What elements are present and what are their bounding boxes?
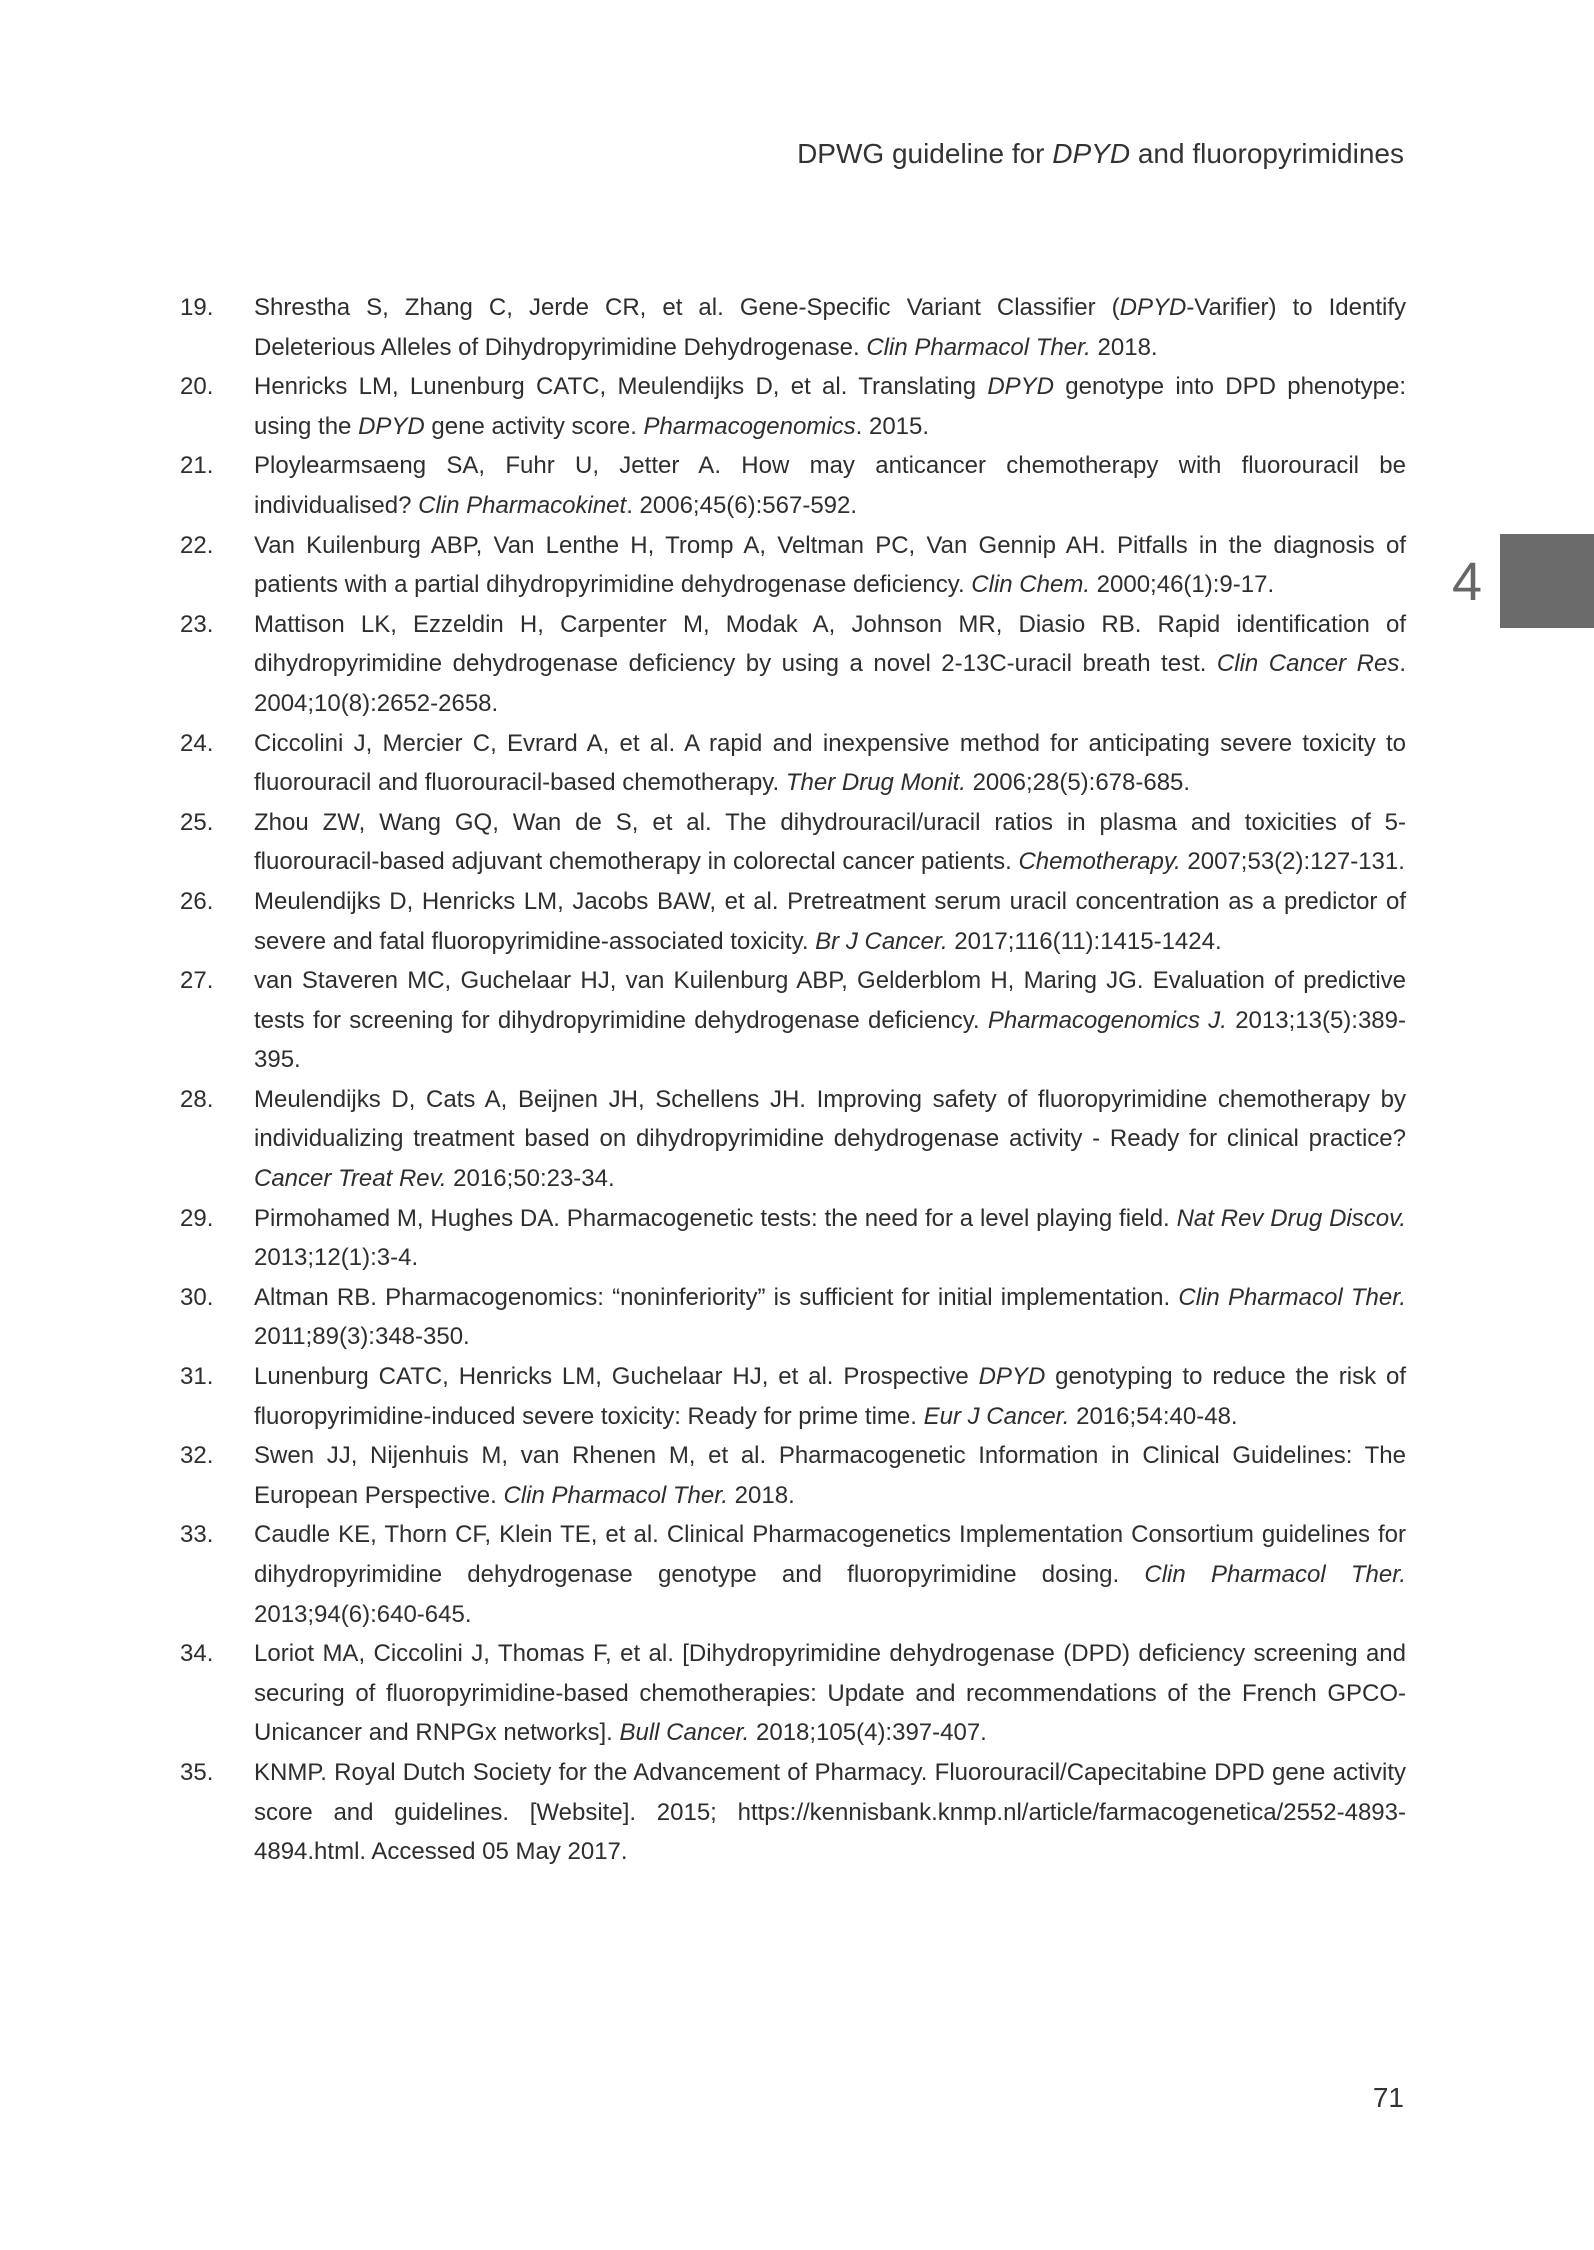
reference-item [180,1278,1406,1357]
reference-number: 21. [180,452,214,480]
reference-italic-segment: DPYD [358,412,425,440]
reference-segment: Henricks LM, Lunenburg CATC, Meulendijks D, et al. Translating [254,373,988,401]
reference-segment: 2007;53(2):127-131. [1180,848,1405,876]
reference-number: 25. [180,808,214,836]
reference-item [180,288,1406,367]
reference-number: 32. [180,1442,214,1470]
reference-item [180,1436,1406,1515]
reference-segment: 2000;46(1):9-17. [1090,571,1275,599]
reference-segment: 2016;54:40-48. [1069,1402,1238,1430]
reference-segment: 2011;89(3):348-350. [254,1323,470,1351]
reference-number: 34. [180,1640,214,1668]
reference-item [180,961,1406,1080]
reference-number: 24. [180,729,214,757]
reference-number: 30. [180,1283,214,1311]
reference-segment: genotype into DPD phenotype: using the [254,373,1407,440]
reference-italic-segment: Bull Cancer. [619,1719,750,1747]
running-header-text: DPWG guideline for [797,138,1053,169]
reference-item [180,1199,1406,1278]
reference-italic-segment: Clin Chem. [971,571,1090,599]
reference-number: 22. [180,531,214,559]
reference-italic-segment: DPYD [978,1363,1046,1391]
reference-number: 28. [180,1085,214,1113]
reference-item [180,446,1406,525]
reference-segment: Meulendijks D, Cats A, Beijnen JH, Schellens JH. Improving safety of fluoropyrimidine chemotherapy by individualizing treatment based on dihydropyrimidine dehydrogenase activity - Ready for clinical practice? [254,1085,1406,1153]
reference-number: 29. [180,1204,214,1232]
reference-text [254,1759,1406,1865]
reference-segment: Ciccolini J, Mercier C, Evrard A, et al. A rapid and inexpensive method for anticipating severe toxicity to fluorouracil and fluorouracil-based chemotherapy. [254,729,1406,797]
reference-text [254,1284,1406,1351]
reference-segment: 2017;116(11):1415-1424. [947,927,1222,955]
running-header-gene: DPYD [1052,138,1131,169]
reference-text [254,294,1406,361]
reference-italic-segment: Chemotherapy. [1018,848,1181,876]
reference-text [254,967,1406,1073]
reference-italic-segment: Clin Pharmacol Ther. [503,1481,729,1509]
reference-item [180,724,1406,803]
reference-italic-segment: Nat Rev Drug Discov. [1176,1204,1406,1232]
reference-segment: Loriot MA, Ciccolini J, Thomas F, et al. [Dihydropyrimidine dehydrogenase (DPD) deficiency screening and securing of fluoropyrimidine-based chemotherapies: Update and recommendations of the French GPCO-Unicancer and RNPGx networks]. [254,1640,1406,1747]
reference-number: 35. [180,1758,214,1786]
reference-segment: Pirmohamed M, Hughes DA. Pharmacogenetic tests: the need for a level playing field. [254,1204,1177,1232]
reference-italic-segment: DPYD [987,373,1055,401]
reference-italic-segment: Clin Pharmacol Ther. [1144,1561,1406,1588]
reference-item [180,1634,1406,1753]
reference-segment: gene activity score. [424,412,644,440]
reference-segment: Zhou ZW, Wang GQ, Wan de S, et al. The dihydrouracil/uracil ratios in plasma and toxicities of 5-fluorouracil-based adjuvant chemotherapy in colorectal cancer patients. [254,808,1406,876]
reference-segment: Mattison LK, Ezzeldin H, Carpenter M, Modak A, Johnson MR, Diasio RB. Rapid identification of dihydropyrimidine dehydrogenase deficiency by using a novel 2-13C-uracil breath test. [254,610,1406,678]
reference-segment: 2013;12(1):3-4. [254,1244,419,1272]
reference-segment: -Varifier) to Identify Deleterious Alleles of Dihydropyrimidine Dehydrogenase. [254,294,1407,361]
reference-item [180,1753,1406,1872]
reference-segment: Lunenburg CATC, Henricks LM, Guchelaar HJ, et al. Prospective [254,1363,979,1391]
reference-text [254,730,1406,797]
reference-segment: 2016;50:23-34. [446,1165,615,1193]
reference-number: 20. [180,373,214,401]
reference-segment: genotyping to reduce the risk of fluoropyrimidine-induced severe toxicity: Ready for prime time. [254,1363,1406,1430]
reference-list [180,288,1406,1872]
reference-text [254,1363,1406,1430]
reference-segment: Altman RB. Pharmacogenomics: “noninferiority” is sufficient for initial implementation. [254,1283,1179,1311]
reference-segment: Shrestha S, Zhang C, Jerde CR, et al. Gene-Specific Variant Classifier ( [254,294,1120,321]
running-header [797,136,1404,172]
reference-text [254,373,1406,440]
reference-item [180,367,1406,446]
reference-italic-segment: Clin Pharmacol Ther. [866,333,1091,361]
reference-segment: 2018;105(4):397-407. [749,1719,987,1747]
reference-italic-segment: Pharmacogenomics [643,412,856,440]
reference-text [254,611,1406,717]
reference-number: 26. [180,887,214,915]
reference-segment: Swen JJ, Nijenhuis M, van Rhenen M, et al. Pharmacogenetic Information in Clinical Guidelines: The European Perspective. [254,1442,1406,1509]
reference-number: 23. [180,610,214,638]
reference-number: 19. [180,294,214,321]
reference-number: 33. [180,1521,214,1549]
chapter-tab [1500,534,1594,628]
reference-text [254,1205,1406,1272]
reference-segment: 2013;13(5):389-395. [254,1006,1406,1074]
reference-italic-segment: DPYD [1119,294,1187,321]
reference-italic-segment: Eur J Cancer. [923,1402,1070,1430]
reference-segment: . 2004;10(8):2652-2658. [254,650,1406,717]
reference-italic-segment: Clin Cancer Res [1216,650,1400,678]
reference-italic-segment: Pharmacogenomics J. [987,1006,1227,1034]
reference-italic-segment: Cancer Treat Rev. [254,1165,447,1193]
reference-segment: Caudle KE, Thorn CF, Klein TE, et al. Clinical Pharmacogenetics Implementation Consortium guidelines for dihydropyrimidine dehydrogenase genotype and fluoropyrimidine dosing. [254,1521,1406,1588]
reference-number: 27. [180,967,214,995]
reference-segment: 2018. [728,1481,795,1509]
reference-text [254,809,1406,876]
running-header-text-end: and fluoropyrimidines [1130,138,1404,169]
reference-item [180,803,1406,882]
reference-segment: Ploylearmsaeng SA, Fuhr U, Jetter A. How may anticancer chemotherapy with fluorouracil be individualised? [254,452,1406,519]
page-number: 71 [1372,2082,1404,2113]
reference-text [254,888,1406,955]
chapter-number: 4 [1452,552,1483,612]
reference-item [180,605,1406,724]
reference-text [254,1442,1406,1509]
reference-italic-segment: Clin Pharmacol Ther. [1178,1283,1406,1311]
reference-segment: Van Kuilenburg ABP, Van Lenthe H, Tromp A, Veltman PC, Van Gennip AH. Pitfalls in the diagnosis of patients with a partial dihydropyrimidine dehydrogenase deficiency. [254,531,1406,599]
reference-italic-segment: Clin Pharmacokinet [418,491,627,519]
reference-text [254,1086,1406,1192]
reference-segment: KNMP. Royal Dutch Society for the Advancement of Pharmacy. Fluorouracil/Capecitabine DPD gene activity score and guidelines. [Website]. 2015; https://kennisbank.knmp.nl/article/farmacogenetica/2552-4893-4894.html. Accessed 05 May 2017. [254,1758,1406,1866]
reference-segment: Meulendijks D, Henricks LM, Jacobs BAW, et al. Pretreatment serum uracil concentration as a predictor of severe and fatal fluoropyrimidine-associated toxicity. [254,887,1406,955]
reference-item [180,882,1406,961]
reference-item [180,1080,1406,1199]
reference-text [254,1640,1406,1746]
reference-item [180,1515,1406,1634]
reference-italic-segment: Ther Drug Monit. [785,769,966,797]
reference-item [180,526,1406,605]
reference-item [180,1357,1406,1436]
reference-text [254,1521,1406,1627]
reference-segment: 2013;94(6):640-645. [254,1600,472,1628]
reference-segment: 2018. [1090,333,1158,361]
reference-segment: . 2015. [855,412,930,440]
reference-italic-segment: Br J Cancer. [815,927,948,955]
reference-number: 31. [180,1363,214,1391]
reference-segment: . 2006;45(6):567-592. [626,491,858,519]
reference-text [254,532,1406,599]
reference-text [254,452,1406,519]
reference-segment: 2006;28(5):678-685. [965,769,1191,797]
reference-segment: van Staveren MC, Guchelaar HJ, van Kuilenburg ABP, Gelderblom H, Maring JG. Evaluation of predictive tests for screening for dihydropyrimidine dehydrogenase deficiency. [254,967,1406,1034]
